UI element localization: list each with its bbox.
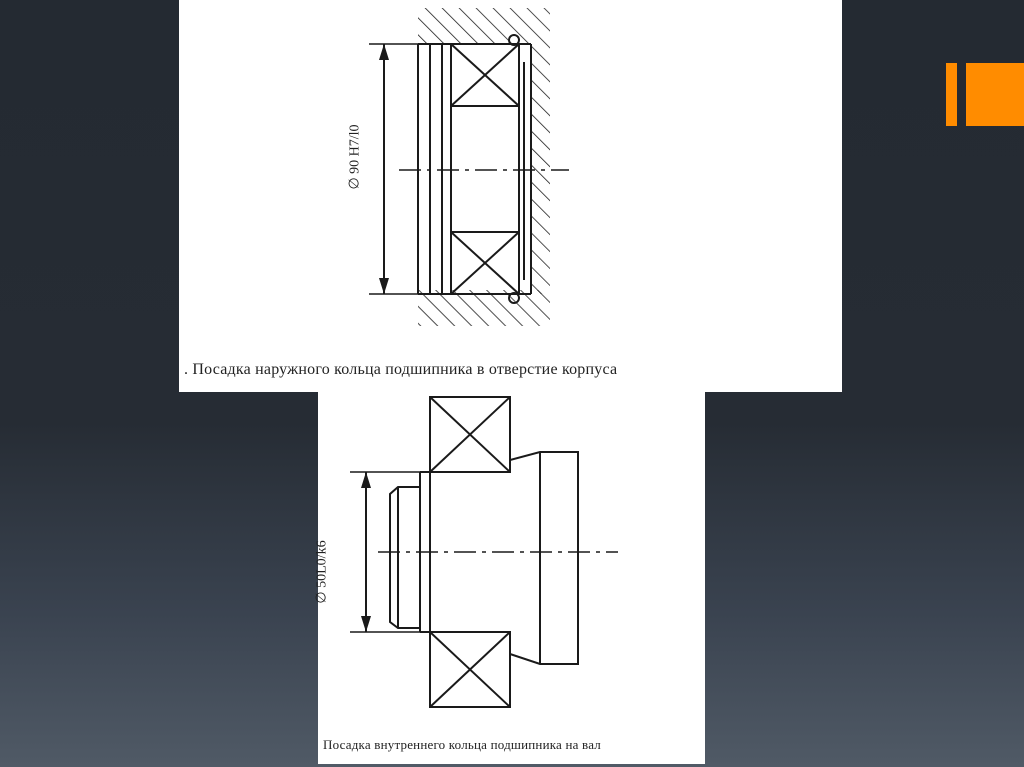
housing-fit-drawing — [179, 0, 842, 392]
housing-top-hatch — [418, 8, 550, 44]
housing-right-hatch — [531, 44, 550, 294]
housing-fit-dimension-label: ∅ 90 H7/l0 — [347, 124, 363, 190]
shaft-fit-dimension-label: ∅ 50L0/k6 — [314, 540, 330, 604]
shaft-fit-drawing — [314, 392, 705, 764]
housing-bottom-hatch — [418, 290, 550, 326]
shaft-fit-drawing-panel — [314, 392, 705, 764]
accent-block — [966, 63, 1024, 126]
accent-bar — [946, 63, 957, 126]
housing-fit-caption: . Посадка наружного кольца подшипника в отверстие корпуса — [184, 361, 618, 378]
shaft-fit-caption: Посадка внутреннего кольца подшипника на вал — [323, 737, 601, 752]
housing-fit-drawing-panel — [179, 0, 842, 392]
